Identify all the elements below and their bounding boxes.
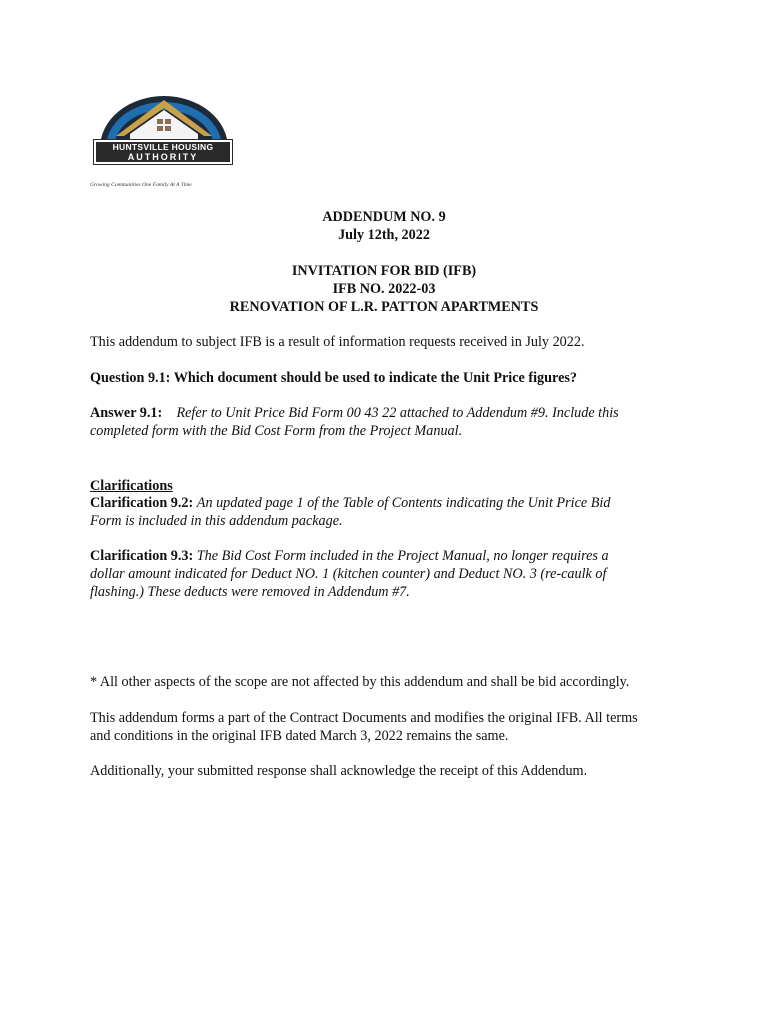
intro-paragraph: This addendum to subject IFB is a result of information requests received in July 2022. — [90, 334, 585, 350]
clarification-9-2-label: Clarification 9.2: — [90, 495, 194, 511]
contract-documents-line-1: This addendum forms a part of the Contract Documents and modifies the original IFB. All terms — [90, 710, 638, 726]
logo-line-2: AUTHORITY — [127, 152, 199, 162]
clarification-9-3-line-1: The Bid Cost Form included in the Project Manual, no longer requires a — [196, 548, 609, 564]
contract-documents-paragraph — [90, 709, 690, 745]
answer-text-line-2: completed form with the Bid Cost Form from the Project Manual. — [90, 423, 463, 439]
logo-tagline: Growing Communities One Family At A Time — [90, 182, 192, 188]
addendum-date: July 12th, 2022 — [338, 227, 430, 243]
clarification-9-3 — [90, 547, 690, 601]
clarification-9-2-line-1: An updated page 1 of the Table of Contents indicating the Unit Price Bid — [196, 495, 611, 511]
logo-wordmark — [94, 140, 232, 164]
question-9-1: Question 9.1: Which document should be used to indicate the Unit Price figures? — [90, 370, 577, 386]
clarification-9-3-label: Clarification 9.3: — [90, 548, 194, 564]
clarification-9-2-line-2: Form is included in this addendum package. — [90, 513, 343, 529]
logo-line-1: HUNTSVILLE HOUSING — [112, 142, 214, 152]
clarifications-heading: Clarifications — [90, 478, 173, 494]
clarification-9-3-line-3: flashing.) These deducts were removed in Addendum #7. — [90, 584, 410, 600]
answer-text-line-1: Refer to Unit Price Bid Form 00 43 22 attached to Addendum #9. Include this — [176, 405, 619, 421]
clarification-9-2 — [90, 494, 690, 530]
addendum-header — [0, 208, 768, 244]
answer-label: Answer 9.1: — [90, 405, 163, 421]
ifb-header — [0, 262, 768, 316]
clarification-9-3-line-2: dollar amount indicated for Deduct NO. 1 (kitchen counter) and Deduct NO. 3 (re-caulk of — [90, 566, 607, 582]
scope-note: * All other aspects of the scope are not affected by this addendum and shall be bid accordingly. — [90, 674, 630, 690]
invitation-title: INVITATION FOR BID (IFB) — [291, 263, 477, 279]
acknowledgement-paragraph: Additionally, your submitted response shall acknowledge the receipt of this Addendum. — [90, 763, 588, 779]
contract-documents-line-2: and conditions in the original IFB dated March 3, 2022 remains the same. — [90, 728, 509, 744]
answer-9-1 — [90, 404, 690, 440]
addendum-number: ADDENDUM NO. 9 — [322, 209, 446, 225]
ifb-number: IFB NO. 2022-03 — [332, 281, 436, 297]
project-title: RENOVATION OF L.R. PATTON APARTMENTS — [229, 299, 539, 315]
huntsville-housing-authority-logo — [86, 92, 242, 220]
